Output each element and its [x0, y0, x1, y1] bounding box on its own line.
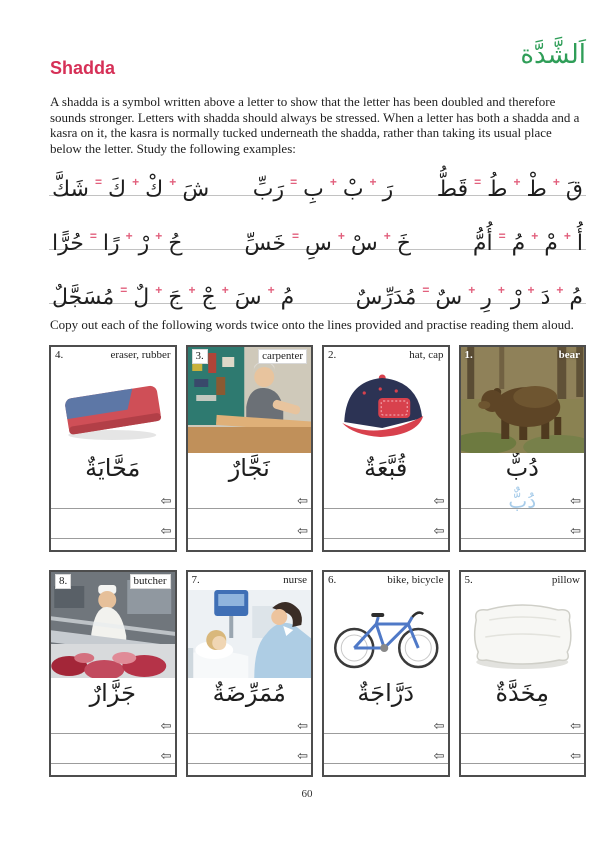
letter-joining-example — [52, 230, 182, 255]
copy-writing-line — [461, 734, 585, 764]
arabic-letter-part: مْ — [544, 231, 558, 256]
card-photo-zone — [461, 347, 585, 453]
arabic-word-result: رَبِّ — [252, 177, 285, 202]
card-label: bike, bicycle — [387, 574, 444, 586]
card-header — [461, 572, 585, 589]
letter-joining-example — [437, 176, 583, 201]
example-line — [49, 142, 586, 202]
copy-writing-line — [324, 734, 448, 764]
card-photo-zone — [324, 572, 448, 678]
card-photo-zone — [51, 347, 175, 453]
arabic-letter-part: بِ — [303, 177, 324, 202]
copy-writing-line — [51, 708, 175, 734]
equals-sign: = — [94, 175, 102, 189]
copy-writing-line — [188, 509, 312, 539]
plus-sign: + — [337, 229, 345, 243]
arabic-word-result: شَكَّ — [52, 177, 89, 202]
trace-word: دُبٌّ — [508, 489, 537, 513]
card-header — [51, 347, 175, 364]
arabic-letter-part: جَ — [168, 285, 183, 310]
copy-writing-line — [324, 483, 448, 509]
arabic-letter-part: شَ — [182, 177, 210, 202]
plus-sign: + — [531, 229, 539, 243]
copy-arrow-icon: ⇦ — [570, 748, 581, 763]
bike-photo — [324, 590, 448, 678]
card-number: 5. — [464, 574, 473, 586]
card-header — [324, 347, 448, 364]
card-photo-zone — [461, 572, 585, 678]
arabic-letter-part: جْ — [201, 285, 216, 310]
arabic-word-result: حُرًّا — [52, 231, 84, 256]
card-label: bear — [558, 349, 580, 361]
vocabulary-cards-grid — [49, 345, 586, 777]
card-label: eraser, rubber — [110, 349, 171, 361]
card-label: carpenter — [258, 349, 307, 364]
arabic-vocab-word: مُمَرِّضَةٌ — [212, 679, 286, 707]
vocab-card — [186, 345, 314, 552]
arabic-letter-part: لٌ — [133, 285, 150, 310]
plus-sign: + — [221, 283, 229, 297]
copy-arrow-icon: ⇦ — [297, 523, 308, 538]
pillow-photo — [461, 590, 585, 678]
card-label: pillow — [551, 574, 580, 586]
workbook-page — [49, 0, 586, 861]
arabic-letter-part: بْ — [342, 177, 364, 202]
arabic-word-result: مُسَجَّلٌ — [52, 285, 115, 310]
arabic-letter-part: سْ — [350, 231, 378, 256]
copy-writing-line — [324, 708, 448, 734]
arabic-letter-part: طْ — [526, 177, 547, 202]
equals-sign: = — [498, 229, 506, 243]
copy-arrow-icon: ⇦ — [160, 718, 172, 733]
plus-sign: + — [552, 175, 560, 189]
arabic-letter-part: مُ — [280, 285, 295, 310]
card-number: 7. — [191, 574, 200, 586]
arabic-letter-part: طُ — [487, 177, 508, 202]
copy-arrow-icon: ⇦ — [433, 493, 445, 508]
eraser-photo — [51, 365, 175, 453]
copy-arrow-icon: ⇦ — [160, 523, 172, 538]
card-header — [188, 347, 312, 366]
card-photo-zone — [188, 572, 312, 678]
plus-sign: + — [329, 175, 337, 189]
copy-arrow-icon: ⇦ — [297, 493, 308, 508]
letter-joining-example — [52, 176, 209, 201]
vocab-card — [459, 345, 587, 552]
copy-writing-line — [188, 734, 312, 764]
card-number: 1. — [464, 349, 473, 361]
nurse-photo — [188, 590, 312, 678]
copy-writing-line — [461, 483, 585, 513]
arabic-vocab-word: دَرَّاجَةٌ — [357, 679, 415, 707]
vocab-card — [459, 570, 587, 777]
card-label: butcher — [130, 574, 171, 589]
plus-sign: + — [563, 229, 571, 243]
vocab-card — [322, 570, 450, 777]
vocab-card — [49, 570, 177, 777]
copy-arrow-icon: ⇦ — [433, 718, 445, 733]
card-number: 4. — [55, 349, 64, 361]
letter-joining-example — [253, 176, 393, 201]
page-title-arabic: اَلشَّدَّة — [520, 40, 586, 70]
letter-joining-example — [244, 230, 411, 255]
arabic-letter-part: رْ — [138, 231, 150, 256]
cap-photo — [324, 365, 448, 453]
equals-sign: = — [474, 175, 482, 189]
copy-arrow-icon: ⇦ — [297, 748, 308, 763]
plus-sign: + — [188, 283, 196, 297]
arabic-letter-part: رًا — [102, 231, 120, 256]
copy-writing-line — [188, 483, 312, 509]
arabic-letter-part: كْ — [145, 177, 164, 202]
copy-arrow-icon: ⇦ — [570, 493, 581, 508]
copy-writing-line — [461, 509, 585, 539]
arabic-letter-part: دَ — [540, 285, 551, 310]
example-line — [49, 196, 586, 256]
arabic-letter-part: قَ — [565, 177, 583, 202]
copy-arrow-icon: ⇦ — [570, 718, 581, 733]
letter-joining-example — [52, 284, 294, 309]
card-photo-zone — [188, 347, 312, 453]
shadda-examples — [49, 142, 586, 310]
card-photo-zone — [51, 572, 175, 678]
letter-joining-example — [356, 284, 583, 309]
plus-sign: + — [527, 283, 535, 297]
plus-sign: + — [369, 175, 377, 189]
arabic-word-result: خَسِّ — [244, 231, 287, 256]
card-label: nurse — [283, 574, 307, 586]
plus-sign: + — [155, 229, 163, 243]
plus-sign: + — [497, 283, 505, 297]
copy-writing-line — [51, 509, 175, 539]
arabic-letter-part: رْ — [510, 285, 522, 310]
equals-sign: = — [290, 175, 298, 189]
copy-arrow-icon: ⇦ — [570, 523, 581, 538]
arabic-letter-part: رِ — [481, 285, 492, 310]
arabic-letter-part: أُ — [576, 231, 583, 256]
vocab-card — [186, 570, 314, 777]
page-title-english: Shadda — [50, 58, 116, 78]
card-label: hat, cap — [409, 349, 444, 361]
arabic-vocab-word: مِخَدَّةٌ — [495, 679, 550, 707]
copy-writing-line — [324, 509, 448, 539]
copy-instruction: Copy out each of the following words twice onto the lines provided and practise reading them aloud. — [50, 317, 574, 332]
arabic-vocab-word: قُبَّعَةٌ — [364, 454, 408, 482]
arabic-vocab-word: نَجَّارٌ — [228, 454, 270, 482]
card-header — [324, 572, 448, 589]
arabic-word-result: قَطُّ — [436, 177, 469, 202]
copy-writing-line — [51, 734, 175, 764]
plus-sign: + — [267, 283, 275, 297]
arabic-letter-part: سَ — [234, 285, 262, 310]
arabic-letter-part: رَ — [382, 177, 394, 202]
card-number: 6. — [328, 574, 337, 586]
plus-sign: + — [383, 229, 391, 243]
equals-sign: = — [292, 229, 300, 243]
copy-arrow-icon: ⇦ — [160, 748, 172, 763]
arabic-word-result: أُمُّ — [472, 231, 493, 256]
plus-sign: + — [556, 283, 564, 297]
copy-writing-line — [461, 708, 585, 734]
page-number: 60 — [301, 788, 313, 800]
copy-writing-line — [51, 483, 175, 509]
arabic-letter-part: كَ — [108, 177, 127, 202]
card-number: 2. — [328, 349, 337, 361]
arabic-vocab-word: دُبٌّ — [505, 454, 539, 482]
plus-sign: + — [155, 283, 163, 297]
equals-sign: = — [89, 229, 97, 243]
copy-arrow-icon: ⇦ — [297, 718, 308, 733]
card-number: 3. — [192, 349, 208, 364]
copy-arrow-icon: ⇦ — [433, 748, 445, 763]
plus-sign: + — [468, 283, 476, 297]
letter-joining-example — [473, 230, 583, 255]
copy-arrow-icon: ⇦ — [160, 493, 172, 508]
intro-paragraph: A shadda is a symbol written above a letter to show that the letter has been doubled and therefore sounds stronger. Letters with shadda should always be stressed. When a letter has both a shadda and a kasra on it, the kasra is normally tucked underneath the shadda, rather than taking its usual place below the letter. Study the following examples: — [50, 94, 580, 156]
vocab-card — [49, 345, 177, 552]
plus-sign: + — [513, 175, 521, 189]
arabic-letter-part: سٌ — [435, 285, 463, 310]
arabic-letter-part: مُ — [511, 231, 526, 256]
card-photo-zone — [324, 347, 448, 453]
plus-sign: + — [125, 229, 133, 243]
arabic-letter-part: خَ — [396, 231, 411, 256]
arabic-vocab-word: مَحَّايَةٌ — [85, 454, 141, 482]
example-line — [49, 250, 586, 310]
arabic-word-result: مُدَرِّسٌ — [355, 285, 417, 310]
card-header — [461, 347, 585, 364]
arabic-letter-part: مُ — [569, 285, 583, 310]
arabic-vocab-word: جَزَّارٌ — [89, 679, 136, 707]
arabic-letter-part: سِ — [305, 231, 332, 256]
card-header — [51, 572, 175, 591]
vocab-card — [322, 345, 450, 552]
copy-arrow-icon: ⇦ — [433, 523, 445, 538]
card-header — [188, 572, 312, 589]
plus-sign: + — [169, 175, 177, 189]
equals-sign: = — [120, 283, 128, 297]
copy-writing-line — [188, 708, 312, 734]
plus-sign: + — [132, 175, 140, 189]
arabic-letter-part: حُ — [168, 231, 183, 256]
card-number: 8. — [55, 574, 71, 589]
equals-sign: = — [422, 283, 430, 297]
